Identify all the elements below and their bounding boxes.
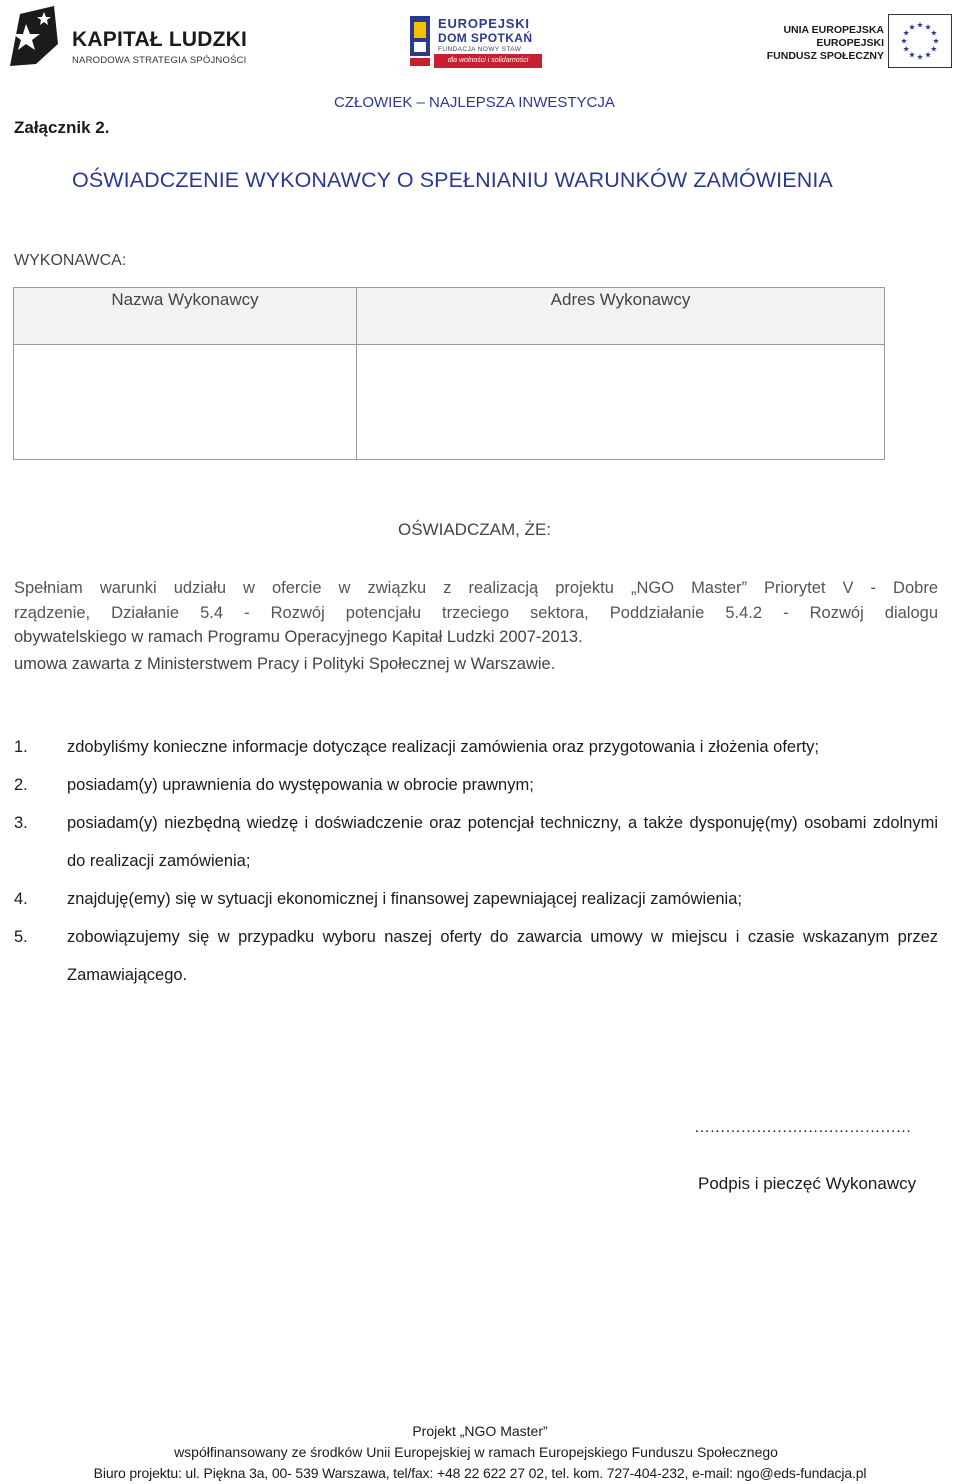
list-item-text: posiadam(y) niezbędną wiedzę i doświadczenie oraz potencjał techniczny, a także dysponuję(my) osobami zdolnymi do realizacji zamówienia; bbox=[67, 814, 938, 870]
footer-funding: współfinansowany ze środków Unii Europejskiej w ramach Europejskiego Funduszu Społecznego bbox=[174, 1444, 778, 1460]
agreement-line: umowa zawarta z Ministerstwem Pracy i Polityki Społecznej w Warszawie. bbox=[14, 655, 556, 673]
eds-line-1: EUROPEJSKI bbox=[438, 16, 530, 31]
ue-line-2: EUROPEJSKI bbox=[816, 37, 884, 49]
list-item-text: zobowiązujemy się w przypadku wyboru naszej oferty do zawarcia umowy w miejscu i czasie wskazanym przez Zamawiającego. bbox=[67, 928, 938, 984]
intro-line: rządzenie, Działanie 5.4 - Rozwój potencjału trzeciego sektora, Poddziałanie 5.4.2 - Rozwój dialogu bbox=[14, 603, 938, 622]
eds-line-2: DOM SPOTKAŃ bbox=[438, 31, 533, 45]
ue-line-3: FUNDUSZ SPOŁECZNY bbox=[766, 50, 884, 62]
signature-line: …………………………………… bbox=[694, 1119, 911, 1136]
eu-esf-logo bbox=[762, 14, 954, 70]
kapital-ludzki-emblem-icon bbox=[6, 4, 62, 68]
eds-emblem-icon bbox=[408, 14, 432, 68]
eu-star-icon bbox=[901, 38, 907, 43]
footer-contact: Biuro projektu: ul. Piękna 3a, 00- 539 Warszawa, tel/fax: +48 22 622 27 02, tel. kom. 727-404-232, e-mail: ngo@eds-fundacja.pl bbox=[93, 1465, 867, 1481]
contractor-label: WYKONAWCA: bbox=[14, 252, 127, 269]
eu-star-icon bbox=[909, 24, 915, 29]
kapital-ludzki-title: KAPITAŁ LUDZKI bbox=[72, 28, 248, 51]
eu-star-icon bbox=[925, 52, 931, 57]
intro-paragraph bbox=[14, 576, 938, 650]
signature-label: Podpis i pieczęć Wykonawcy bbox=[698, 1174, 917, 1193]
eu-star-icon bbox=[909, 52, 915, 57]
list-item-number: 4. bbox=[14, 890, 28, 908]
footer-project: Projekt „NGO Master” bbox=[412, 1423, 548, 1439]
declaration-heading: OŚWIADCZAM, ŻE: bbox=[398, 520, 551, 539]
list-item-number: 3. bbox=[14, 814, 28, 832]
intro-line: obywatelskiego w ramach Programu Operacyjnego Kapitał Ludzki 2007-2013. bbox=[14, 628, 583, 646]
column-header-address: Adres Wykonawcy bbox=[550, 290, 691, 309]
eu-star-icon bbox=[933, 38, 939, 43]
page-title: OŚWIADCZENIE WYKONAWCY O SPEŁNIANIU WARUNKÓW ZAMÓWIENIA bbox=[72, 168, 833, 192]
eu-flag-icon bbox=[888, 14, 952, 68]
europejski-dom-spotkan-logo bbox=[408, 14, 548, 70]
eds-line-3: FUNDACJA NOWY STAW bbox=[438, 46, 522, 53]
eu-star-icon bbox=[917, 54, 923, 59]
list-item-text: posiadam(y) uprawnienia do występowania w obrocie prawnym; bbox=[67, 776, 534, 794]
motto: CZŁOWIEK – NAJLEPSZA INWESTYCJA bbox=[334, 94, 615, 111]
eds-banner: dla wolności i solidarności bbox=[434, 54, 542, 68]
eu-star-icon bbox=[903, 46, 909, 51]
eu-star-icon bbox=[931, 30, 937, 35]
kapital-ludzki-logo bbox=[6, 4, 246, 68]
attachment-label: Załącznik 2. bbox=[14, 118, 110, 137]
kapital-ludzki-subtitle: NARODOWA STRATEGIA SPÓJNOŚCI bbox=[72, 55, 247, 66]
eu-star-icon bbox=[925, 24, 931, 29]
contractor-table bbox=[13, 287, 885, 460]
contractor-table-header bbox=[14, 288, 884, 345]
list-item-number: 2. bbox=[14, 776, 28, 794]
list-item-number: 5. bbox=[14, 928, 28, 946]
intro-line: Spełniam warunki udziału w ofercie w związku z realizacją projektu „NGO Master” Priorytet V - Dobre bbox=[14, 579, 938, 597]
list-item-number: 1. bbox=[14, 738, 28, 756]
list-item-text: zdobyliśmy konieczne informacje dotyczące realizacji zamówienia oraz przygotowania i złożenia oferty; bbox=[67, 738, 820, 756]
column-header-name: Nazwa Wykonawcy bbox=[111, 290, 259, 309]
eu-star-icon bbox=[903, 30, 909, 35]
ue-line-1: UNIA EUROPEJSKA bbox=[783, 24, 884, 36]
eu-star-icon bbox=[931, 46, 937, 51]
table-column-divider bbox=[356, 288, 357, 459]
list-item-text: znajduję(emy) się w sytuacji ekonomicznej i finansowej zapewniającej realizacji zamówienia; bbox=[67, 890, 742, 908]
eu-star-icon bbox=[917, 22, 923, 27]
